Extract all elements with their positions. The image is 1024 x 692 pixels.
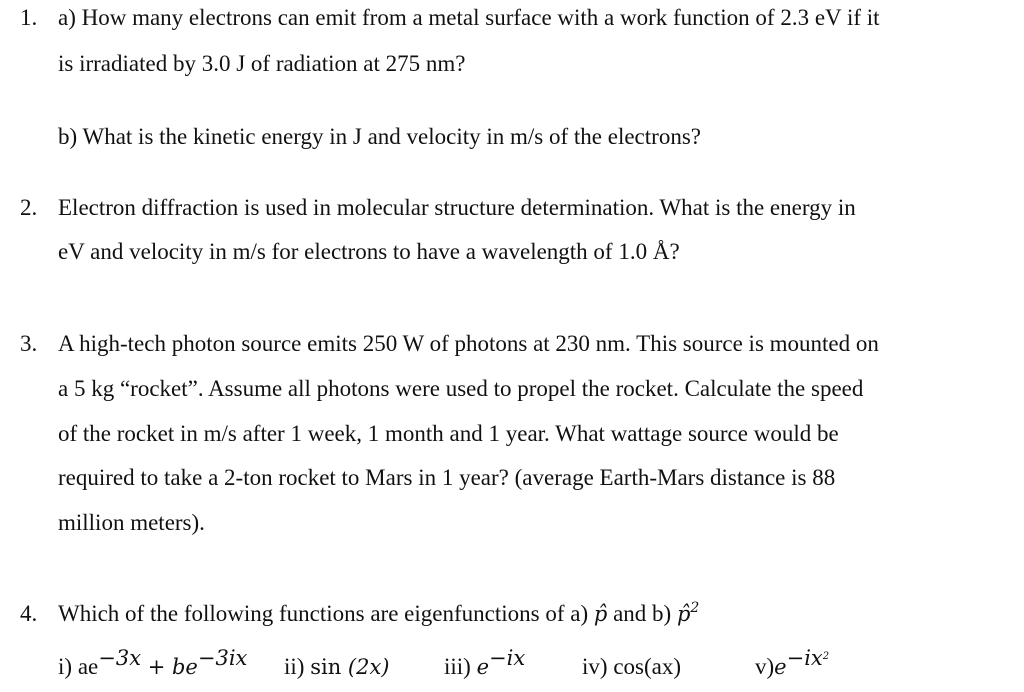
question-4-text: Which of the following functions are eigenfunctions of a): [58, 601, 589, 626]
question-3-line-1: A high-tech photon source emits 250 W of photons at 230 nm. This source is mounted on: [58, 331, 879, 356]
momentum-squared-operator: p̂$^2$: [676, 600, 700, 626]
momentum-operator: p̂: [593, 602, 608, 626]
question-2-line-2: eV and velocity in m/s for electrons to have a wavelength of 1.0 Å?: [58, 239, 680, 264]
question-1b-line: b) What is the kinetic energy in J and velocity in m/s of the electrons?: [58, 124, 701, 149]
and-b-text: and b): [613, 601, 672, 626]
question-number: 4.: [20, 601, 38, 626]
option-iii: iii) $e^{-ix}$: [444, 646, 526, 679]
question-3-line-5: million meters).: [58, 510, 205, 535]
question-number: 1.: [20, 5, 38, 30]
question-4-line: [58, 600, 699, 628]
question-1a-line-1: a) How many electrons can emit from a metal surface with a work function of 2.3 eV if it: [58, 5, 880, 30]
option-ii: ii) sin (2x): [284, 654, 390, 679]
question-2-line-1: Electron diffraction is used in molecular structure determination. What is the energy in: [58, 195, 856, 220]
question-3-line-4: required to take a 2-ton rocket to Mars in 1 year? (average Earth-Mars distance is 88: [58, 465, 836, 490]
option-v: $v)e^{-ix^2}$: [755, 646, 830, 679]
question-3-line-3: of the rocket in m/s after 1 week, 1 month and 1 year. What wattage source would be: [58, 421, 839, 446]
question-3-line-2: a 5 kg “rocket”. Assume all photons were used to propel the rocket. Calculate the speed: [58, 376, 864, 401]
question-number: 3.: [20, 331, 38, 356]
option-iv: iv) cos(ax): [582, 654, 681, 679]
question-1a-line-2: is irradiated by 3.0 J of radiation at 275 nm?: [58, 51, 466, 76]
option-i: i) $ae^{-3x} + be^{-3ix}$: [58, 646, 248, 679]
question-number: 2.: [20, 195, 38, 220]
